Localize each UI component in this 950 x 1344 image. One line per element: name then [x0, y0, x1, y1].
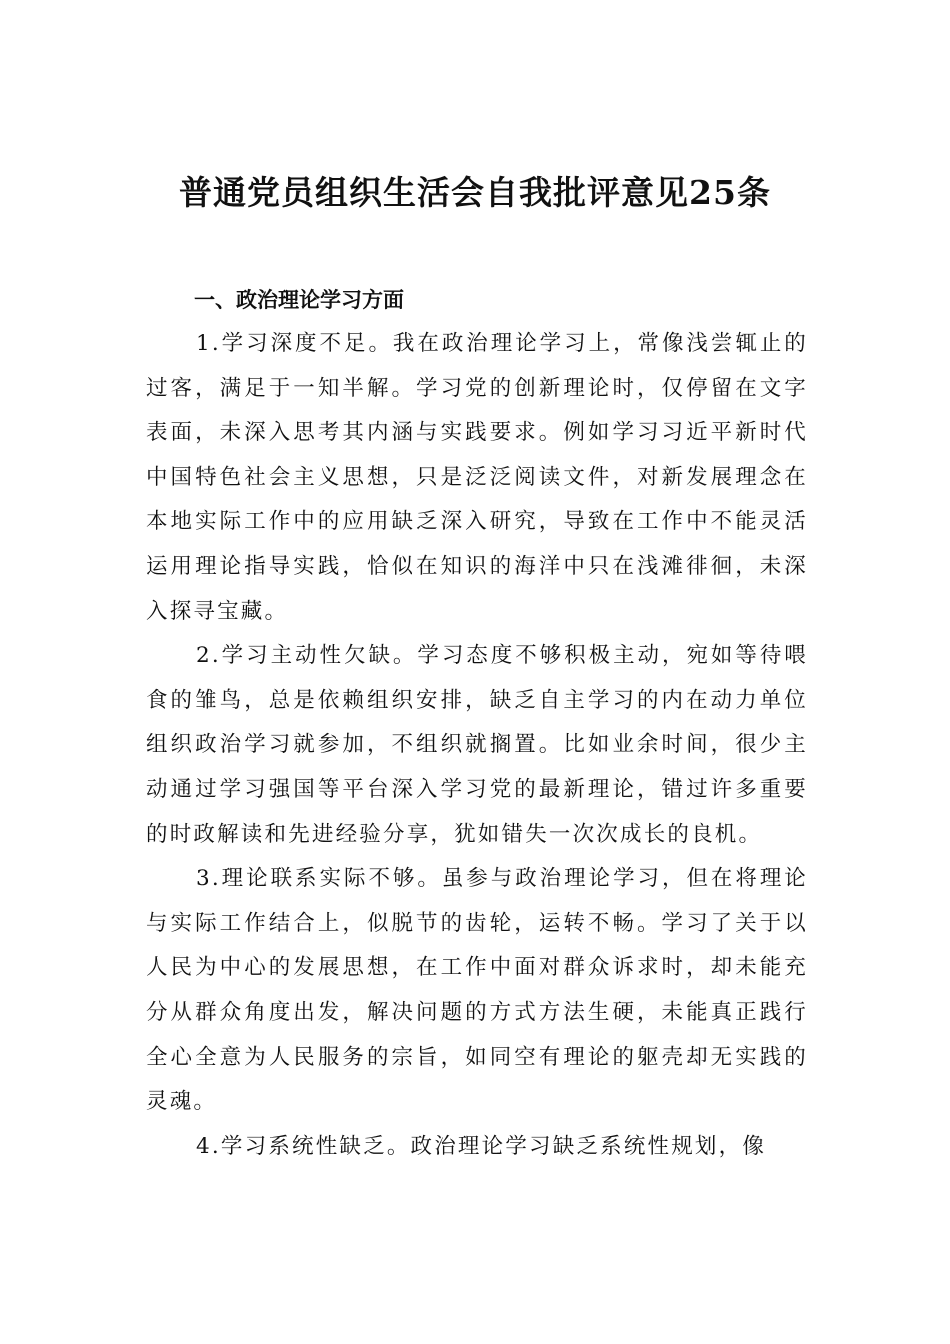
paragraph-1: 1.学习深度不足。我在政治理论学习上，常像浅尝辄止的过客，满足于一知半解。学习党的创新理论时，仅停留在文字表面，未深入思考其内涵与实践要求。例如学习习近平新时代中国特色社会主义思想，只是泛泛阅读文件，对新发展理念在本地实际工作中的应用缺乏深入研究，导致在工作中不能灵活运用理论指导实践，恰似在知识的海洋中只在浅滩徘徊，未深入探寻宝藏。: [146, 331, 808, 624]
paragraph-2: 2.学习主动性欠缺。学习态度不够积极主动，宛如等待喂食的雏鸟，总是依赖组织安排，缺乏自主学习的内在动力单位组织政治学习就参加，不组织就搁置。比如业余时间，很少主动通过学习强国等平台深入学习党的最新理论，错过许多重要的时政解读和先进经验分享，犹如错失一次次成长的良机。: [146, 643, 808, 847]
document-title: 普通党员组织生活会自我批评意见25条: [179, 173, 771, 212]
paragraph-3: 3.理论联系实际不够。虽参与政治理论学习，但在将理论与实际工作结合上，似脱节的齿轮，运转不畅。学习了关于以人民为中心的发展思想，在工作中面对群众诉求时，却未能充分从群众角度出发，解决问题的方式方法生硬，未能真正践行全心全意为人民服务的宗旨，如同空有理论的躯壳却无实践的灵魂。: [146, 866, 808, 1115]
section-heading: 一、政治理论学习方面: [194, 288, 404, 312]
document-body: [146, 278, 808, 1169]
paragraph-4: 4.学习系统性缺乏。政治理论学习缺乏系统性规划，像: [196, 1133, 767, 1159]
